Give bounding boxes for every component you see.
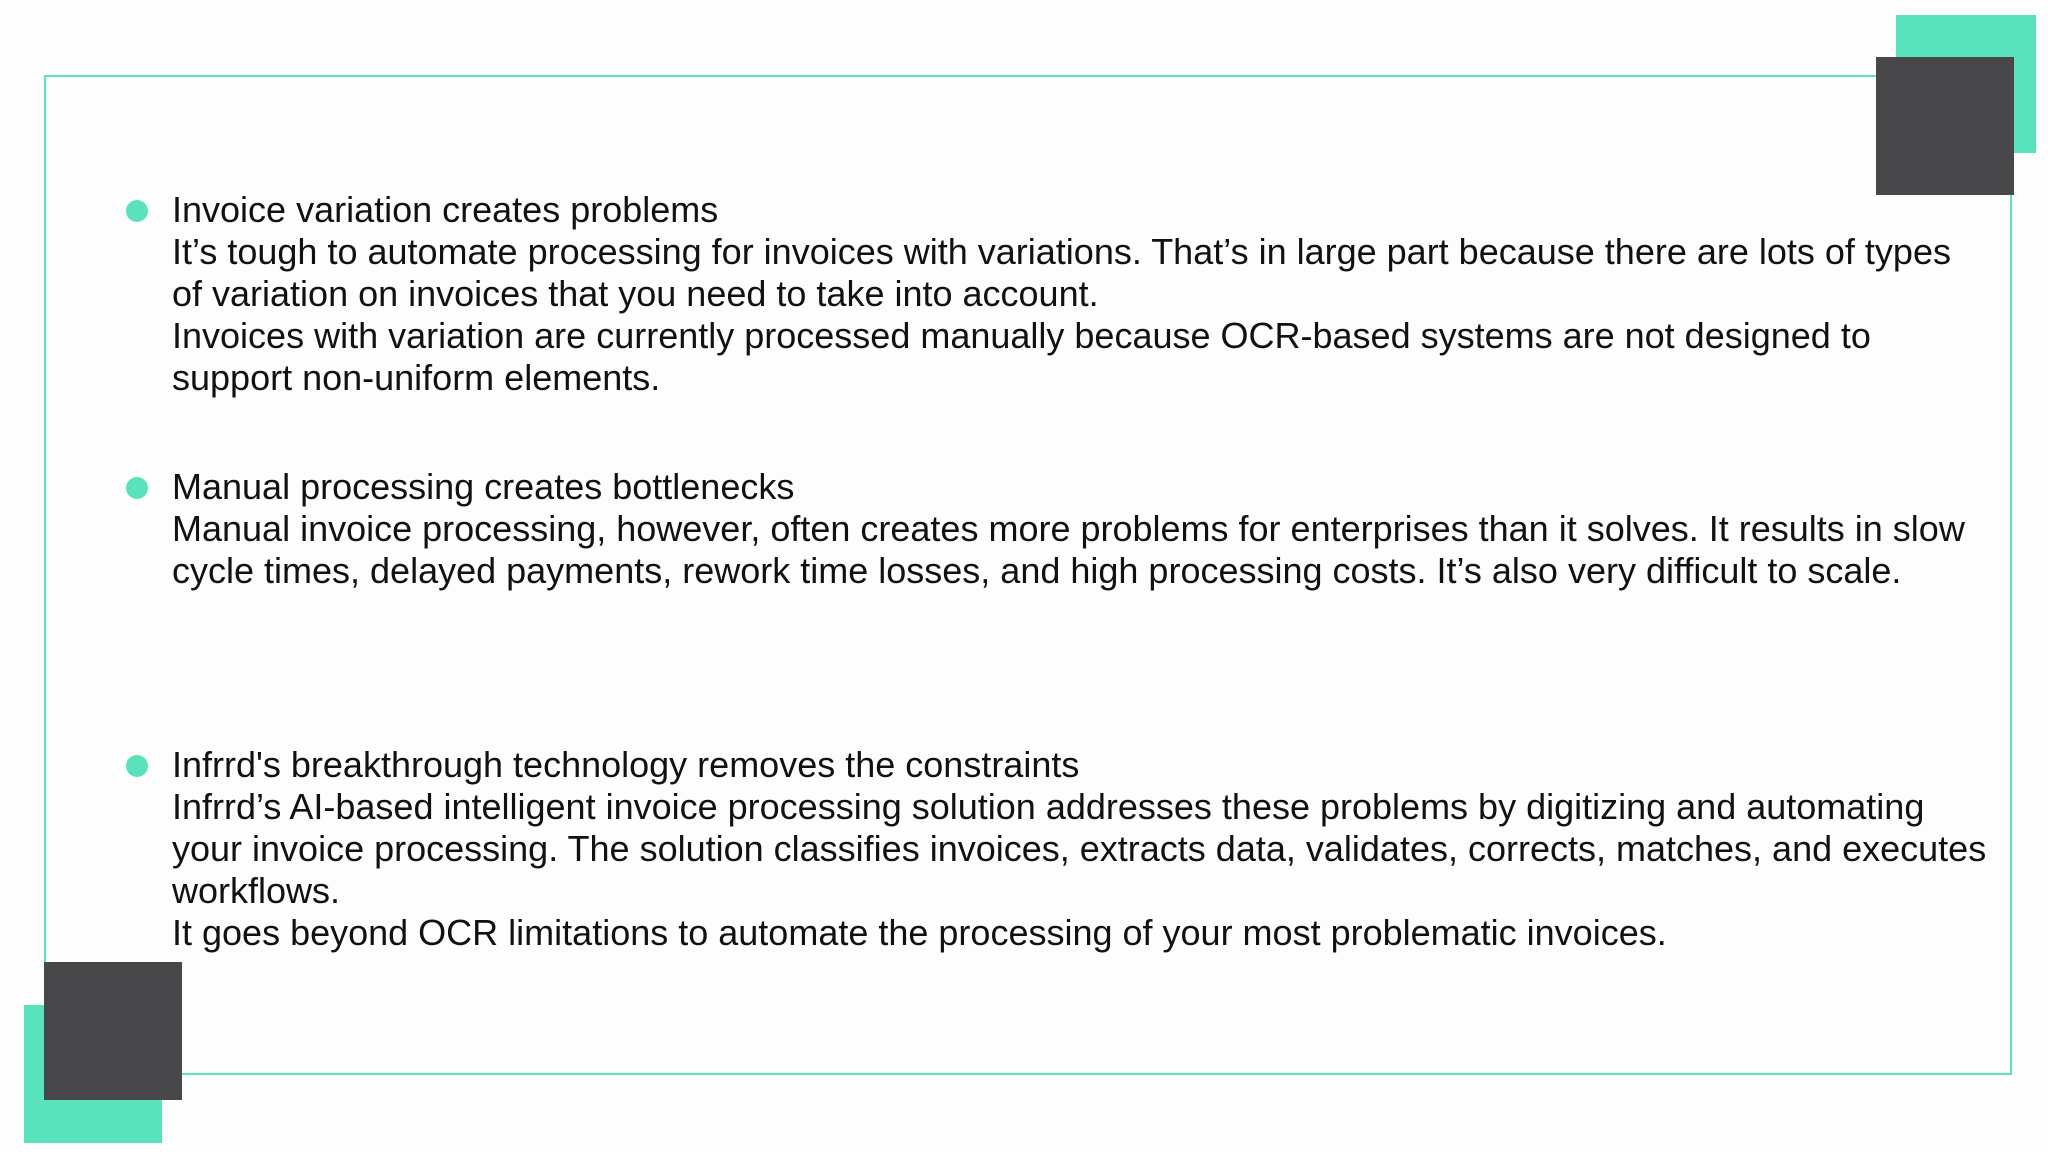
bullet-text [172,744,1988,954]
bullet-paragraph: It’s tough to automate processing for invoices with variations. That’s in large part because there are lots of types of variation on invoices that you need to take into account. [172,231,1951,314]
bullet-heading: Invoice variation creates problems [172,189,719,230]
bullet-item-manual-processing [126,466,1988,592]
decorative-square-dark-bottom-left [44,962,182,1100]
bullet-heading: Manual processing creates bottlenecks [172,466,795,507]
bullet-item-invoice-variation [126,189,1988,399]
bullet-text [172,466,1988,592]
bullet-dot-icon [126,477,148,499]
bullet-item-infrrd-technology [126,744,1988,954]
bullet-dot-icon [126,200,148,222]
decorative-square-dark-top-right [1876,57,2014,195]
bullet-paragraph: Invoices with variation are currently processed manually because OCR-based systems are not designed to support non-uniform elements. [172,315,1871,398]
bullet-paragraph: Manual invoice processing, however, often creates more problems for enterprises than it solves. It results in slow cycle times, delayed payments, rework time losses, and high processing costs. It’s also very difficult to scale. [172,508,1965,591]
bullet-paragraph: Infrrd’s AI-based intelligent invoice processing solution addresses these problems by digitizing and automating your invoice processing. The solution classifies invoices, extracts data, validates, corrects, matches, and executes workflows. [172,786,1987,911]
bullet-paragraph: It goes beyond OCR limitations to automate the processing of your most problematic invoices. [172,912,1667,953]
bullet-dot-icon [126,755,148,777]
bullet-heading: Infrrd's breakthrough technology removes the constraints [172,744,1080,785]
bullet-text [172,189,1988,399]
